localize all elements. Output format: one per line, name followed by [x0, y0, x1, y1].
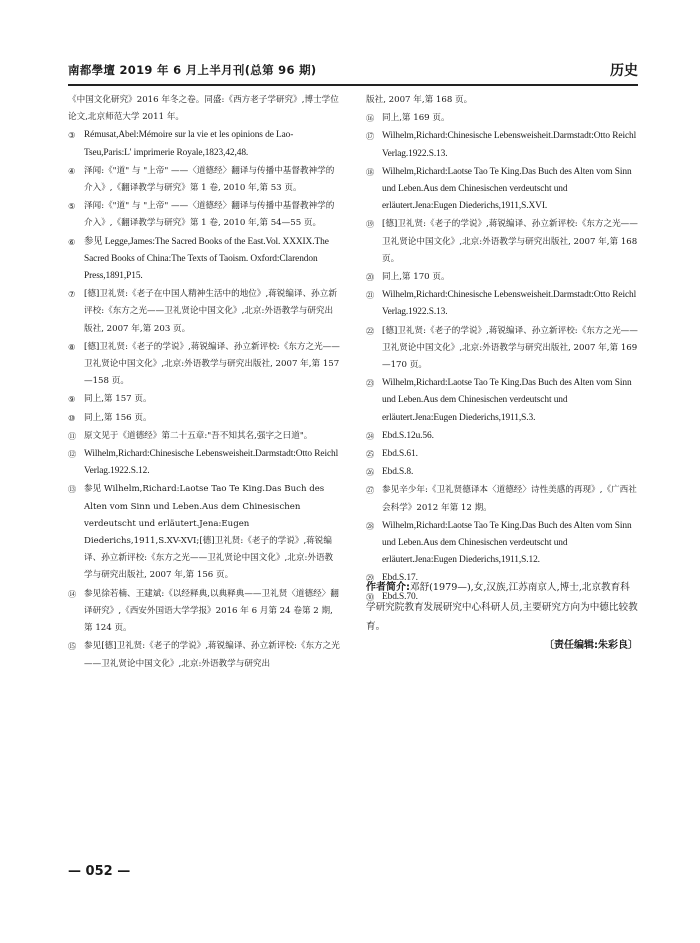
- footnote-number: ⑫: [68, 449, 77, 460]
- footnote-text: Wilhelm,Richard:Laotse Tao Te King.Das Buch des Alten vom Sinn und Leben.Aus dem Chinesischen verdeutscht und erläutert.Jena:Eugen Diederichs,1911,S.12.: [382, 520, 632, 566]
- footnote-number: ⑱: [366, 166, 375, 177]
- footnote-number: ㉕: [366, 449, 375, 460]
- footnote-number: ⑪: [68, 430, 77, 441]
- running-header: [68, 58, 638, 86]
- footnote-text: 参见[德]卫礼贤:《老子的学说》,蒋锐编译、孙立新评校:《东方之光——卫礼贤论中国文化》,北京:外语教学与研究出: [84, 641, 340, 669]
- footnote-number: ㉑: [366, 290, 375, 301]
- author-bio-text: 邓舒(1979—),女,汉族,江苏南京人,博士,北京教育科学研究院教育发展研究中心科研人员,主要研究方向为中德比较教育。: [366, 582, 638, 632]
- footnote: [366, 518, 638, 570]
- footnote: [68, 234, 340, 286]
- footnote-text: 原文见于《道德经》第二十五章:"吾不知其名,强字之曰道"。: [84, 430, 313, 441]
- journal-title: 南都學壇 2019 年 6 月上半月刊(总第 96 期): [68, 63, 317, 77]
- footnote-text: Ebd.S.70.: [382, 591, 418, 602]
- footnote-text: Ebd.S.12u.56.: [382, 430, 434, 441]
- notes-column-left: [68, 92, 340, 674]
- footnote-number: ⑰: [366, 131, 375, 142]
- footnote-number: ㉒: [366, 325, 375, 336]
- footnote: [68, 481, 340, 584]
- notes-column-right: [366, 92, 638, 607]
- footnote-text: Wilhelm,Richard:Chinesische Lebensweisheit.Darmstadt:Otto Reichl Verlag.1922.S.13.: [382, 290, 637, 318]
- responsible-editor: 〔责任编辑:朱彩良〕: [544, 640, 638, 651]
- footnote-number: ㉖: [366, 467, 375, 478]
- footnote-text: 参见徐若楠、王建斌:《以经释典,以典释典——卫礼贤〈道德经〉翻译研究》,《西安外国语大学学报》2016 年 6 月第 24 卷第 2 期,第 124 页。: [84, 588, 339, 634]
- footnote: [366, 375, 638, 427]
- footnote: [68, 286, 340, 338]
- footnote: [68, 586, 340, 638]
- footnote: [366, 128, 638, 162]
- footnote-text: [德]卫礼贤:《老子的学说》,蒋锐编译、孙立新评校:《东方之光——卫礼贤论中国文化》,北京:外语教学与研究出版社, 2007 年,第 169—170 页。: [382, 325, 638, 371]
- footnote: [366, 323, 638, 375]
- author-bio: [366, 578, 638, 637]
- footnote-text: Ebd.S.61.: [382, 449, 418, 460]
- footnote-text: Ebd.S.8.: [382, 467, 414, 478]
- footnote-number: ⑨: [68, 394, 76, 405]
- author-bio-label: 作者简介:: [366, 582, 410, 593]
- footnote: [366, 446, 638, 463]
- footnote-text: [德]卫礼贤:《老子的学说》,蒋锐编译、孙立新评校:《东方之光——卫礼贤论中国文化》,北京:外语教学与研究出版社, 2007 年,第 157—158 页。: [84, 341, 340, 387]
- footnote: [366, 269, 638, 286]
- footnote-text: 同上,第 170 页。: [382, 272, 450, 283]
- footnote: [366, 428, 638, 445]
- footnote: [366, 216, 638, 268]
- footnote: [68, 446, 340, 480]
- footnote-text: Wilhelm,Richard:Chinesische Lebensweisheit.Darmstadt:Otto Reichl Verlag.1922.S.12.: [84, 449, 339, 477]
- footnote-text: Rémusat,Abel:Mémoire sur la vie et les opinions de Lao-Tseu,Paris:L' imprimerie Royale,1823,42,48.: [84, 130, 294, 158]
- footnote-text: Ebd.S.17.: [382, 573, 418, 584]
- footnote: [68, 127, 340, 161]
- section-title: 历史: [610, 63, 638, 79]
- footnote: [68, 163, 340, 197]
- footnote-number: ㉓: [366, 378, 375, 389]
- footnote-text: 《中国文化研究》2016 年冬之卷。同盛:《西方老子学研究》,博士学位论文,北京师范大学 2011 年。: [68, 95, 339, 123]
- footnote: [366, 110, 638, 127]
- footnote-number: ④: [68, 165, 76, 176]
- footnote-number: ⑮: [68, 641, 77, 652]
- footnote: [366, 482, 638, 516]
- footnote-text: 参见 Wilhelm,Richard:Laotse Tao Te King.Das Buch des Alten vom Sinn und Leben.Aus dem Chinesischen verdeutscht und erläutert.Jena:Eugen Diederichs,1911,S.XV-XVI;[德]卫礼贤:《老子的学说》,蒋锐编译、孙立新评校:《东方之光——卫礼贤论中国文化》,北京:外语教学与研究出版社, 2007 年,第 156 页。: [84, 484, 334, 581]
- footnote-number: ⑯: [366, 113, 375, 124]
- footnote: [68, 428, 340, 445]
- footnote-number: ⑭: [68, 588, 77, 599]
- footnote-text: [德]卫礼贤:《老子的学说》,蒋锐编译、孙立新评校:《东方之光——卫礼贤论中国文化》,北京:外语教学与研究出版社, 2007 年,第 168 页。: [382, 219, 638, 264]
- footnote-text: 参见 Legge,James:The Sacred Books of the East.Vol. XXXIX.The Sacred Books of China:The Texts of Taoism. Oxford:Clarendon Press,1891,P15.: [84, 236, 329, 282]
- footnote-number: ⑧: [68, 341, 76, 352]
- footnote-text: Wilhelm,Richard:Laotse Tao Te King.Das Buch des Alten vom Sinn und Leben.Aus dem Chinesischen verdeutscht und erläutert.Jena:Eugen Diederichs,1911,S.XVI.: [382, 166, 632, 212]
- footnote-text: [德]卫礼贤:《老子在中国人精神生活中的地位》,蒋锐编译、孙立新评校:《东方之光——卫礼贤论中国文化》,北京:外语教学与研究出版社, 2007 年,第 203 页。: [84, 289, 337, 334]
- footnote-number: ⑤: [68, 201, 76, 212]
- footnote: [68, 339, 340, 391]
- page-number: — 052 —: [68, 864, 131, 879]
- footnote-text: 同上,第 169 页。: [382, 113, 450, 124]
- footnote-text: 版社, 2007 年,第 168 页。: [366, 95, 473, 105]
- footnote: [68, 410, 340, 427]
- footnote-number: ㉔: [366, 430, 375, 441]
- footnote-text: 泽闻:《"道" 与 "上帝" ——〈道德经〉翻译与传播中基督教神学的介入》,《翻译教学与研究》第 1 卷, 2010 年,第 53 页。: [84, 165, 335, 194]
- footnote-number: ㉗: [366, 485, 375, 496]
- footnote-number: ⑦: [68, 289, 76, 300]
- footnote-text: 参见辛少年:《卫礼贤德译本〈道德经〉诗性美感的再现》,《广西社会科学》2012 年第 12 期。: [382, 485, 637, 513]
- footnote-text: 泽闻:《"道" 与 "上帝" ——〈道德经〉翻译与传播中基督教神学的介入》,《翻译教学与研究》第 1 卷, 2010 年,第 54—55 页。: [84, 201, 335, 229]
- footnote-number: ㉙: [366, 573, 375, 584]
- footnote: [68, 638, 340, 672]
- footnote: [366, 464, 638, 481]
- footnote-number: ⑥: [68, 236, 76, 247]
- footnote: [68, 198, 340, 232]
- footnote-text: 同上,第 156 页。: [84, 412, 152, 423]
- footnote-number: ⑲: [366, 219, 375, 230]
- footnote-text: Wilhelm,Richard:Laotse Tao Te King.Das Buch des Alten vom Sinn und Leben.Aus dem Chinesischen verdeutscht und erläutert.Jena:Eugen Diederichs,1911,S.3.: [382, 378, 632, 423]
- footnote: [366, 287, 638, 321]
- footnote-text: 同上,第 157 页。: [84, 394, 152, 405]
- footnote: [68, 92, 340, 126]
- footnote-number: ⑳: [366, 272, 375, 283]
- footnote: [366, 92, 638, 109]
- footnote-number: ③: [68, 130, 76, 141]
- footnote-text: Wilhelm,Richard:Chinesische Lebensweisheit.Darmstadt:Otto Reichl Verlag.1922.S.13.: [382, 131, 637, 159]
- footnote-number: ⑬: [68, 484, 77, 495]
- footnote-number: ㉘: [366, 520, 375, 531]
- footnote-number: ⑩: [68, 412, 76, 423]
- footnote: [366, 164, 638, 216]
- footnote-number: ㉚: [366, 591, 375, 602]
- footnote: [68, 391, 340, 408]
